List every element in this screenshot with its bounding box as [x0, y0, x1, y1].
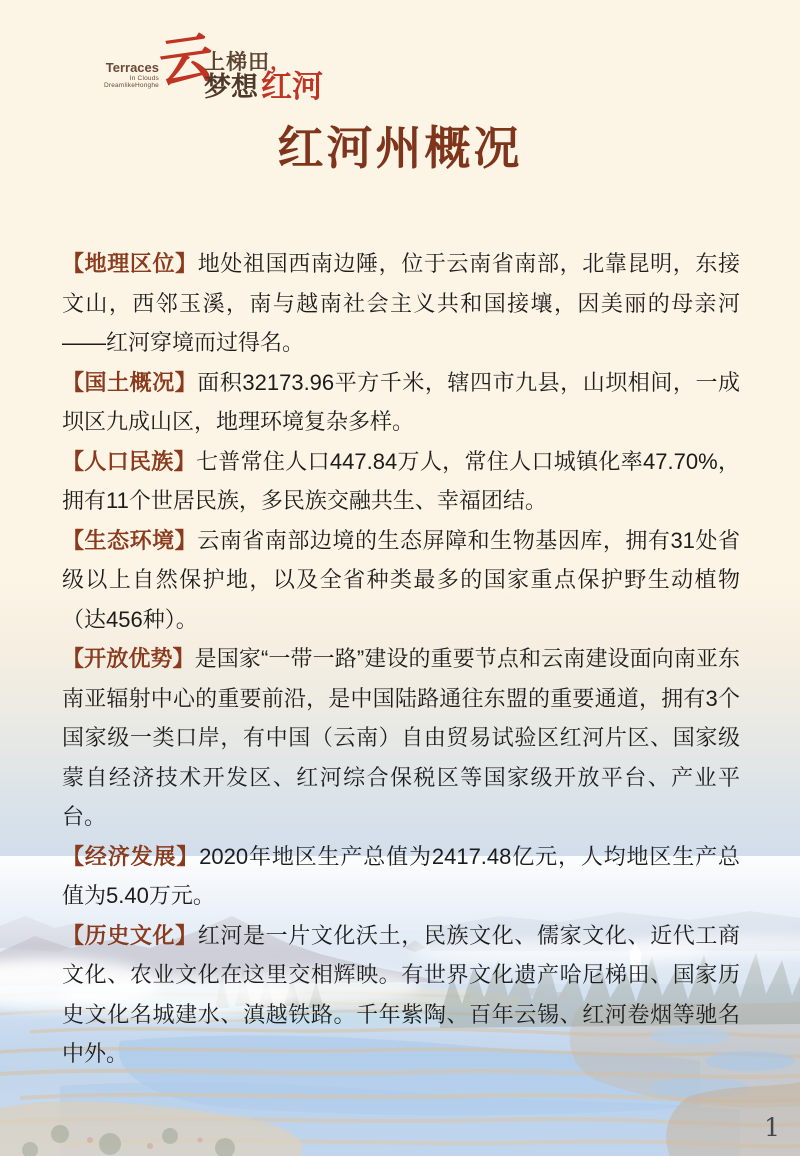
logo-english-text: [73, 61, 159, 90]
section-text: 云南省南部边境的生态屏障和生物基因库，拥有31处省级以上自然保护地，以及全省种类最多的国家重点保护野生动植物（达456种）。: [62, 527, 740, 632]
logo-honghe-text: 红河: [261, 69, 323, 104]
section-paragraph-openness: [62, 639, 740, 837]
section-label: 【经济发展】: [62, 843, 200, 869]
logo-red-comma: ，: [270, 51, 292, 74]
overview-text-block: [62, 244, 740, 1074]
section-paragraph-ecology: [62, 521, 740, 640]
section-label: 【地理区位】: [62, 251, 198, 276]
section-text: 七普常住人口447.84万人，常住人口城镇化率47.70%，拥有11个世居民族，多民族交融共生、幸福团结。: [62, 448, 740, 513]
logo-dream-text: 梦想: [204, 72, 258, 102]
section-text: 地处祖国西南边陲，位于云南省南部，北靠昆明，东接文山，西邻玉溪，南与越南社会主义共和国接壤，因美丽的母亲河——红河穿境而过得名。: [62, 251, 740, 355]
section-paragraph-history: [62, 916, 740, 1074]
section-paragraph-population: [62, 442, 740, 521]
logo-english-line1: Terraces: [105, 60, 159, 75]
section-text: 面积32173.96平方千米，辖四市九县，山坝相间，一成坝区九成山区，地理环境复杂多样。: [62, 369, 740, 434]
section-text: 红河是一片文化沃土，民族文化、儒家文化、近代工商文化、农业文化在这里交相辉映。有世界文化遗产哈尼梯田、国家历史文化名城建水、滇越铁路。千年紫陶、百年云锡、红河卷烟等驰名中外。: [62, 922, 740, 1066]
section-text: 2020年地区生产总值为2417.48亿元，人均地区生产总值为5.40万元。: [62, 843, 740, 908]
section-paragraph-land: [62, 363, 740, 442]
section-label: 【人口民族】: [62, 448, 196, 474]
logo-cloud-character: 云: [158, 24, 214, 96]
section-paragraph-geography: [62, 244, 740, 363]
section-label: 【历史文化】: [62, 922, 198, 948]
section-paragraph-economy: [62, 837, 740, 916]
honghe-terraces-logo: [73, 24, 373, 115]
section-label: 【开放优势】: [62, 646, 195, 671]
section-label: 【生态环境】: [62, 527, 198, 553]
logo-terraces-text: 上梯田，: [204, 51, 292, 74]
section-text: 是国家“一带一路”建设的重要节点和云南建设面向南亚东南亚辐射中心的重要前沿，是中国陆路通往东盟的重要通道，拥有3个国家级一类口岸，有中国（云南）自由贸易试验区红河片区、国家级蒙自经济技术开发区、红河综合保税区等国家级开放平台、产业平台。: [62, 646, 740, 829]
section-label: 【国土概况】: [62, 369, 198, 395]
page-number: 1: [764, 1113, 780, 1142]
logo-english-line2: In Clouds DreamlikeHonghe: [103, 75, 159, 90]
page-title: 红河州概况: [277, 122, 523, 174]
